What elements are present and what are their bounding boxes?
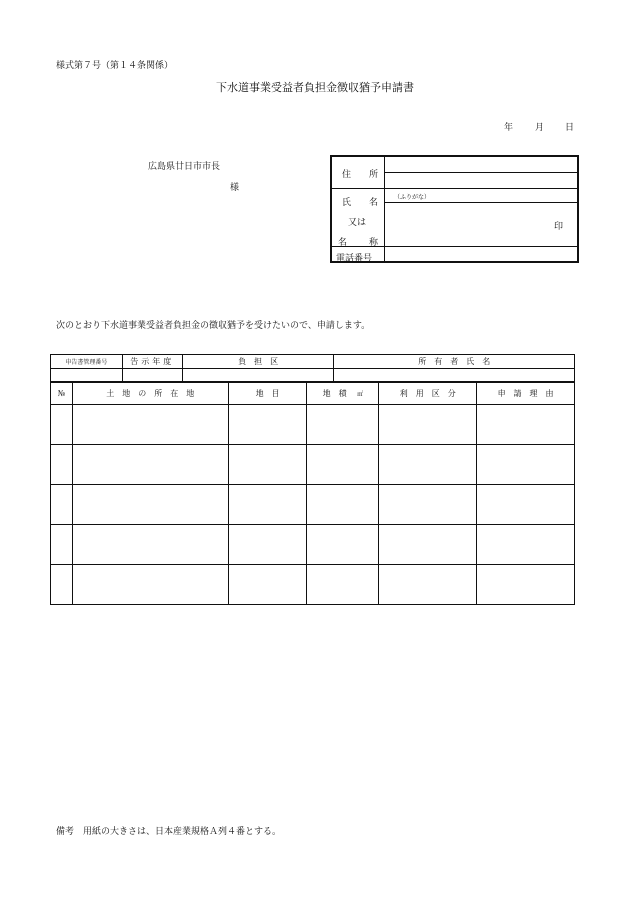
name-field[interactable] (386, 204, 547, 245)
reason-cell[interactable] (477, 485, 575, 525)
corp-label-2: 称 (369, 238, 379, 248)
no-cell[interactable] (51, 525, 73, 565)
reason-cell[interactable] (477, 525, 575, 565)
header-no: № (51, 382, 73, 405)
usage-class-cell[interactable] (379, 525, 477, 565)
area-cell[interactable] (307, 565, 379, 605)
location-cell[interactable] (72, 445, 228, 485)
furigana-label: （ふりがな） (394, 194, 431, 201)
table-row (51, 525, 575, 565)
seal-mark: 印 (554, 222, 564, 232)
usage-class-cell[interactable] (379, 405, 477, 445)
land-header-row (51, 382, 575, 405)
header-owner-name: 所 有 者 氏 名 (334, 355, 575, 369)
header-land-category: 地 目 (228, 382, 307, 405)
usage-class-cell[interactable] (379, 485, 477, 525)
location-cell[interactable] (72, 525, 228, 565)
address-field-1[interactable] (386, 158, 575, 171)
header-notice-year: 告示年度 (122, 355, 182, 369)
land-category-cell[interactable] (228, 405, 307, 445)
land-category-cell[interactable] (228, 525, 307, 565)
row-separator (332, 188, 577, 189)
usage-class-cell[interactable] (379, 565, 477, 605)
location-cell[interactable] (72, 565, 228, 605)
addressee: 広島県廿日市市長 (148, 162, 221, 172)
furigana-line (384, 202, 577, 203)
header-area-label: 地 積 (322, 388, 347, 398)
header-reason: 申 請 理 由 (477, 382, 575, 405)
area-cell[interactable] (307, 525, 379, 565)
application-statement: 次のとおり下水道事業受益者負担金の徴収猶予を受けたいので、申請します。 (56, 321, 371, 331)
phone-field[interactable] (386, 248, 575, 261)
table-row (51, 405, 575, 445)
address-line (384, 172, 577, 173)
land-category-cell[interactable] (228, 445, 307, 485)
no-cell[interactable] (51, 405, 73, 445)
applicant-box (330, 155, 579, 263)
name-label-1: 氏 (342, 198, 352, 208)
page-title: 下水道事業受益者負担金徴収猶予申請書 (216, 81, 414, 94)
management-header-row (51, 355, 575, 369)
date-year-label: 年 (504, 123, 514, 133)
form-number: 様式第７号（第１４条関係） (56, 61, 174, 71)
header-area (307, 382, 379, 405)
land-table (50, 381, 575, 605)
reason-cell[interactable] (477, 405, 575, 445)
date-day-label: 日 (565, 123, 575, 133)
land-category-cell[interactable] (228, 485, 307, 525)
reason-cell[interactable] (477, 565, 575, 605)
address-label-1: 住 (342, 170, 352, 180)
header-usage-class: 利 用 区 分 (379, 382, 477, 405)
table-row (51, 565, 575, 605)
land-category-cell[interactable] (228, 565, 307, 605)
address-label-2: 所 (369, 170, 379, 180)
location-cell[interactable] (72, 405, 228, 445)
remarks-note: 備考 用紙の大きさは、日本産業規格Ａ列４番とする。 (56, 827, 282, 837)
or-label: 又は (348, 218, 367, 228)
header-area-unit: ㎡ (357, 390, 364, 398)
honorific: 様 (230, 183, 240, 193)
no-cell[interactable] (51, 445, 73, 485)
area-cell[interactable] (307, 445, 379, 485)
address-field-2[interactable] (386, 174, 575, 187)
location-cell[interactable] (72, 485, 228, 525)
management-table (50, 354, 575, 383)
table-row (51, 445, 575, 485)
date-month-label: 月 (535, 123, 545, 133)
phone-label: 電話番号 (336, 254, 373, 264)
table-row (51, 485, 575, 525)
usage-class-cell[interactable] (379, 445, 477, 485)
header-report-number: 申告書管理番号 (51, 355, 123, 369)
name-label-2: 名 (369, 198, 379, 208)
no-cell[interactable] (51, 485, 73, 525)
area-cell[interactable] (307, 405, 379, 445)
header-location: 土 地 の 所 在 地 (72, 382, 228, 405)
corp-label-1: 名 (338, 238, 348, 248)
no-cell[interactable] (51, 565, 73, 605)
header-burden-district: 負 担 区 (182, 355, 334, 369)
area-cell[interactable] (307, 485, 379, 525)
furigana-field[interactable] (386, 190, 575, 201)
reason-cell[interactable] (477, 445, 575, 485)
